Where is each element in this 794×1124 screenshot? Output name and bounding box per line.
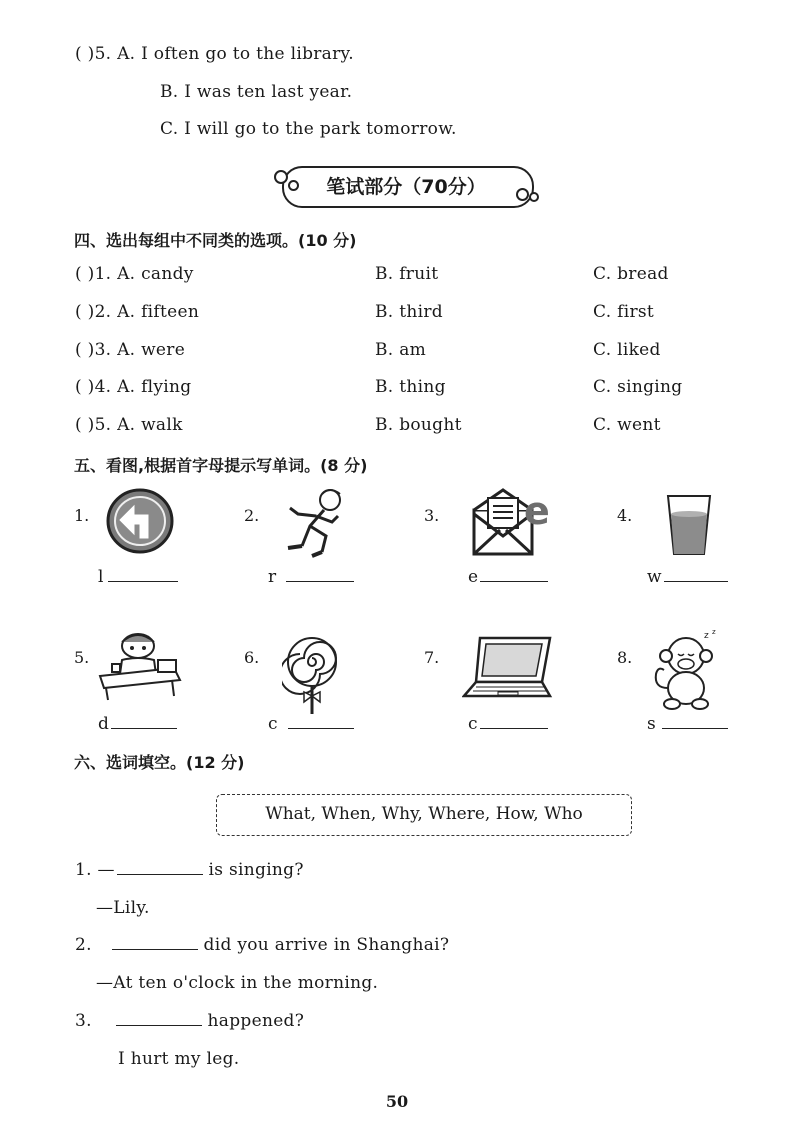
s6-q3-answer: I hurt my leg. [118, 1049, 240, 1069]
glass-of-water-icon [664, 492, 714, 558]
s5-item-6-number: 6. [244, 648, 260, 667]
s4-row-5-a: ( )5. A. walk [75, 415, 183, 435]
s5-item-7-blank[interactable] [480, 727, 548, 729]
s5-item-8-letter: s [647, 714, 657, 734]
s5-item-5-letter: d [98, 714, 110, 734]
sleeping-monkey-icon [650, 626, 730, 714]
s5-item-2-letter: r [268, 567, 277, 587]
s4-row-4-c: C. singing [593, 377, 683, 397]
question-5-option-b: B. I was ten last year. [160, 82, 353, 102]
s5-item-2-blank[interactable] [286, 580, 354, 582]
s5-item-1-answer[interactable] [98, 567, 178, 587]
s5-item-1-blank[interactable] [108, 580, 178, 582]
banner-title: 笔试部分（70分） [326, 176, 486, 198]
s5-item-8-blank[interactable] [662, 727, 728, 729]
s5-item-8-answer[interactable] [647, 714, 728, 734]
s6-question-2 [75, 935, 449, 955]
left-arrow-sign-icon [104, 486, 176, 556]
word-bank-box [216, 794, 632, 836]
s6-q1-number: 1. — [75, 860, 115, 880]
s4-row-5-c: C. went [593, 415, 661, 435]
s5-item-1-letter: l [98, 567, 104, 587]
s4-row-3-b: B. am [375, 340, 427, 360]
s6-q1-text: is singing? [202, 860, 304, 880]
svg-text:e: e [524, 489, 550, 533]
s6-q3-blank[interactable] [116, 1024, 202, 1026]
s4-row-1-c: C. bread [593, 264, 669, 284]
s5-item-3-blank[interactable] [480, 580, 548, 582]
svg-text:z: z [712, 628, 716, 636]
s4-row-3-c: C. liked [593, 340, 661, 360]
s4-row-1-b: B. fruit [375, 264, 439, 284]
section-4-heading: 四、选出每组中不同类的选项。(10 分) [74, 231, 357, 250]
s6-q2-number: 2. [75, 935, 92, 955]
s5-item-5-blank[interactable] [111, 727, 177, 729]
s5-item-6-letter: c [268, 714, 278, 734]
s6-q1-answer: —Lily. [96, 898, 150, 918]
s4-row-5-b: B. bought [375, 415, 462, 435]
s5-item-4-number: 4. [617, 506, 633, 525]
s6-question-1 [75, 860, 304, 880]
question-5-option-c: C. I will go to the park tomorrow. [160, 119, 457, 139]
s4-row-4-a: ( )4. A. flying [75, 377, 192, 397]
s5-item-3-answer[interactable] [468, 567, 548, 587]
lollipop-candy-icon [282, 634, 342, 718]
running-boy-icon [272, 486, 354, 560]
s5-item-7-number: 7. [424, 648, 440, 667]
written-section-banner [270, 166, 542, 206]
s5-item-3-number: 3. [424, 506, 440, 525]
s5-item-7-letter: c [468, 714, 478, 734]
word-bank-words: What, When, Why, Where, How, Who [265, 804, 583, 824]
s6-q3-text: happened? [201, 1011, 305, 1031]
s6-question-3 [75, 1011, 304, 1031]
email-envelope-icon [470, 484, 560, 560]
s5-item-4-letter: w [647, 567, 662, 587]
section-6-heading: 六、选词填空。(12 分) [74, 753, 245, 772]
s5-item-2-answer[interactable] [268, 567, 354, 587]
s5-item-5-number: 5. [74, 648, 90, 667]
section-5-heading: 五、看图,根据首字母提示写单词。(8 分) [74, 456, 368, 475]
s5-item-2-number: 2. [244, 506, 260, 525]
s5-item-4-answer[interactable] [647, 567, 728, 587]
s5-item-8-number: 8. [617, 648, 633, 667]
svg-text:z: z [704, 631, 709, 641]
s4-row-2-b: B. third [375, 302, 443, 322]
s5-item-7-answer[interactable] [468, 714, 548, 734]
s4-row-2-c: C. first [593, 302, 655, 322]
s6-q3-number: 3. [75, 1011, 92, 1031]
s5-item-1-number: 1. [74, 506, 90, 525]
s4-row-3-a: ( )3. A. were [75, 340, 186, 360]
s5-item-5-answer[interactable] [98, 714, 177, 734]
s6-q2-answer: —At ten o'clock in the morning. [96, 973, 379, 993]
page-number: 50 [385, 1092, 409, 1111]
s5-item-4-blank[interactable] [664, 580, 728, 582]
s6-q2-text: did you arrive in Shanghai? [197, 935, 450, 955]
s5-item-3-letter: e [468, 567, 479, 587]
s4-row-2-a: ( )2. A. fifteen [75, 302, 200, 322]
s6-q1-blank[interactable] [117, 873, 203, 875]
girl-drawing-icon [94, 630, 184, 702]
s5-item-6-answer[interactable] [268, 714, 354, 734]
laptop-computer-icon [462, 634, 554, 702]
s6-q2-blank[interactable] [112, 948, 198, 950]
s5-item-6-blank[interactable] [288, 727, 354, 729]
question-5-stem: ( )5. A. I often go to the library. [75, 44, 354, 64]
s4-row-4-b: B. thing [375, 377, 446, 397]
s4-row-1-a: ( )1. A. candy [75, 264, 194, 284]
